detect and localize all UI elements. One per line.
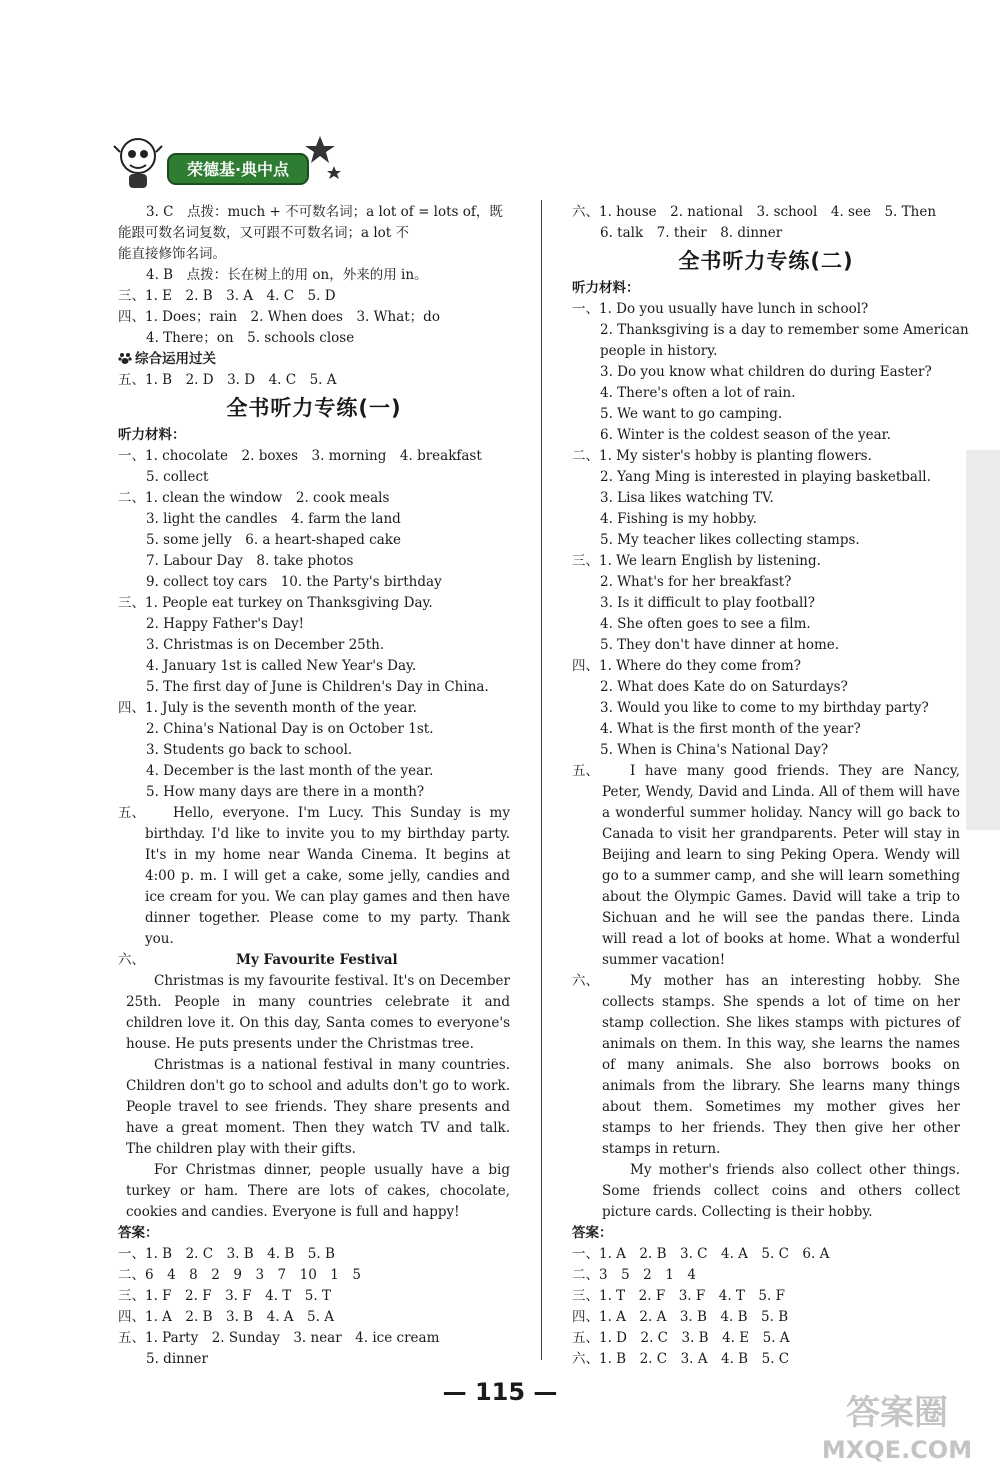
answer-label: 答案： [118, 1225, 159, 1241]
listen-line: 二、1. clean the window 2. cook meals [118, 490, 390, 506]
listen-line: 2. Yang Ming is interested in playing basketball. [600, 469, 931, 485]
answer-line: 三、1. T 2. F 3. F 4. T 5. F [572, 1288, 785, 1304]
answer-line: 四、1. A 2. A 3. B 4. B 5. B [572, 1309, 789, 1325]
left-line: 三、1. E 2. B 3. A 4. C 5. D [118, 288, 336, 304]
listen-line: 5. The first day of June is Children's Day in China. [146, 679, 489, 695]
right-column [572, 202, 969, 1370]
passage-five-text: I have many good friends. They are Nancy, Peter, Wendy, David and Linda. All of them will have a wonderful summer holiday. Nancy will go back to Canada to visit her grandparents. Peter will stay in Beijing and learn to sing Peking Opera. Wendy will go to a summer camp, and she will learn something about the Olympic Games. David will take a trip to Sichuan and he will see the pandas there. Linda will read a lot of books at home. What a wonderful summer vacation! [602, 763, 960, 968]
left-line: 四、1. Does；rain 2. When does 3. What；do [118, 309, 440, 325]
passage-six-label: 六、 [572, 973, 599, 989]
page-number: — 115 — [442, 1378, 558, 1406]
paw-icon [118, 351, 132, 365]
passage-six-title: My Favourite Festival [236, 952, 398, 968]
listen-line: 5. They don't have dinner at home. [600, 637, 840, 653]
listen-line: 2. What does Kate do on Saturdays? [600, 679, 848, 695]
passage-six-text: My mother has an interesting hobby. She collects stamps. She spends a lot of time on her stamp collection. She likes stamps with pictures of animals on them. In this way, she learns the names of many animals. She also borrows books on animals from the library. She learns many things about them. Sometimes my mother gives her stamps to her friends. They then give her other stamps in return. [602, 973, 960, 1157]
answer-line: 一、1. A 2. B 3. C 4. A 5. C 6. A [572, 1246, 830, 1262]
listen-line: 5. How many days are there in a month? [146, 784, 425, 800]
passage-six-text-2: My mother's friends also collect other things. Some friends collect coins and others collect picture cards. Collecting is their hobby. [602, 1162, 960, 1220]
passage-six-para: Christmas is my favourite festival. It's on December 25th. People in many countries celebrate it and children love it. On this day, Santa comes to everyone's house. He puts presents under the Christmas tree. [126, 973, 510, 1052]
listen-line: 一、1. Do you usually have lunch in school? [572, 301, 869, 317]
left-line: 五、1. B 2. D 3. D 4. C 5. A [118, 372, 337, 388]
listen-line: 3. Christmas is on December 25th. [146, 637, 385, 653]
passage-five-label: 五、 [572, 763, 599, 779]
listen-line: 4. January 1st is called New Year's Day. [146, 658, 417, 674]
listen-line: 4. What is the first month of the year? [600, 721, 861, 737]
listen-line: 3. Do you know what children do during Easter? [600, 364, 932, 380]
heading-two: 全书听力专练(二) [678, 249, 854, 273]
section-title-text: 综合运用过关 [135, 351, 216, 367]
left-line: 3. C 点拨：much + 不可数名词；a lot of = lots of，既 [146, 204, 503, 220]
watermark-logo [808, 1384, 986, 1468]
listen-line: 2. What's for her breakfast? [600, 574, 792, 590]
section-title [118, 349, 510, 370]
right-line: 六、1. house 2. national 3. school 4. see 5. Then [572, 204, 937, 220]
passage-five [572, 761, 960, 971]
listen-line: 6. Winter is the coldest season of the year. [600, 427, 891, 443]
answer-line: 五、1. Party 2. Sunday 3. near 4. ice cream [118, 1330, 440, 1346]
listen-line: 5. My teacher likes collecting stamps. [600, 532, 860, 548]
listen-line: 二、1. My sister's hobby is planting flowers. [572, 448, 872, 464]
listen-line: 3. light the candles 4. farm the land [146, 511, 401, 527]
listen-line: 2. Thanksgiving is a day to remember some American [600, 322, 969, 338]
listen-line: 四、1. Where do they come from? [572, 658, 801, 674]
listen-line: 3. Would you like to come to my birthday party? [600, 700, 929, 716]
listen-line: 4. Fishing is my hobby. [600, 511, 757, 527]
listen-line: 2. China's National Day is on October 1st. [146, 721, 434, 737]
listen-line: 7. Labour Day 8. take photos [146, 553, 354, 569]
heading-one: 全书听力专练(一) [226, 396, 402, 420]
listen-line: 四、1. July is the seventh month of the year. [118, 700, 417, 716]
left-line: 能跟可数名词复数，又可跟不可数名词；a lot 不 [118, 225, 410, 241]
passage-five [118, 803, 510, 950]
column-divider [541, 200, 542, 1360]
answer-line: 三、1. F 2. F 3. F 4. T 5. T [118, 1288, 331, 1304]
left-column [118, 202, 510, 1370]
listen-line: people in history. [600, 343, 718, 359]
material-label: 听力材料： [118, 427, 186, 443]
listen-line: 5. We want to go camping. [600, 406, 783, 422]
material-label: 听力材料： [572, 280, 640, 296]
answer-line: 五、1. D 2. C 3. B 4. E 5. A [572, 1330, 790, 1346]
listen-line: 4. There's often a lot of rain. [600, 385, 796, 401]
listen-line: 三、1. We learn English by listening. [572, 553, 821, 569]
listen-line: 5. When is China's National Day? [600, 742, 829, 758]
listen-line: 5. collect [146, 469, 209, 485]
answer-line: 二、6 4 8 2 9 3 7 10 1 5 [118, 1267, 361, 1283]
left-line: 4. There；on 5. schools close [146, 330, 355, 346]
brand-logo [112, 132, 342, 194]
passage-six-label: 六、 [118, 952, 145, 968]
passage-six-para: Christmas is a national festival in many countries. Children don't go to school and adults don't go to work. People travel to see friends. They share presents and have a great moment. Then they watch TV and talk. The children play with their gifts. [126, 1057, 510, 1157]
left-line: 能直接修饰名词。 [118, 246, 226, 262]
passage-six-para: For Christmas dinner, people usually have a big turkey or ham. There are lots of cakes, chocolate, cookies and candies. Everyone is full and happy! [126, 1162, 510, 1220]
star-icon [305, 136, 341, 179]
left-line: 4. B 点拨：长在树上的用 on，外来的用 in。 [146, 267, 428, 283]
answer-line: 六、1. B 2. C 3. A 4. B 5. C [572, 1351, 790, 1367]
listen-line: 2. Happy Father's Day! [146, 616, 305, 632]
listen-line: 5. some jelly 6. a heart-shaped cake [146, 532, 401, 548]
passage-six-header [118, 950, 510, 971]
listen-line: 三、1. People eat turkey on Thanksgiving Day. [118, 595, 433, 611]
answer-line: 二、3 5 2 1 4 [572, 1267, 696, 1283]
answer-line: 四、1. A 2. B 3. B 4. A 5. A [118, 1309, 334, 1325]
listen-line: 3. Is it difficult to play football? [600, 595, 815, 611]
passage-five-label: 五、 [118, 805, 145, 821]
passage-five-text: Hello, everyone. I'm Lucy. This Sunday is my birthday. I'd like to invite you to my birthday party. It's in my home near Wanda Cinema. It begins at 4:00 p. m. I will get a cake, some jelly, candies and ice cream for you. We can play games and then have dinner together. Please come to my party. Thank you. [145, 805, 510, 947]
listen-line: 3. Students go back to school. [146, 742, 353, 758]
listen-line: 一、1. chocolate 2. boxes 3. morning 4. breakfast [118, 448, 482, 464]
answer-line: 一、1. B 2. C 3. B 4. B 5. B [118, 1246, 335, 1262]
right-line: 6. talk 7. their 8. dinner [600, 225, 783, 241]
listen-line: 9. collect toy cars 10. the Party's birthday [146, 574, 442, 590]
answer-line: 5. dinner [146, 1351, 208, 1367]
page-edge-shadow [966, 450, 1000, 830]
listen-line: 3. Lisa likes watching TV. [600, 490, 774, 506]
listen-line: 4. December is the last month of the year. [146, 763, 434, 779]
passage-six [572, 971, 960, 1160]
listen-line: 4. She often goes to see a film. [600, 616, 811, 632]
answer-label: 答案： [572, 1225, 613, 1241]
mascot-icon [114, 139, 162, 188]
logo-text: 荣德基·典中点 [186, 160, 290, 179]
watermark-line1: 答案圈 [846, 1393, 948, 1433]
watermark-line2: MXQE.COM [821, 1436, 973, 1464]
